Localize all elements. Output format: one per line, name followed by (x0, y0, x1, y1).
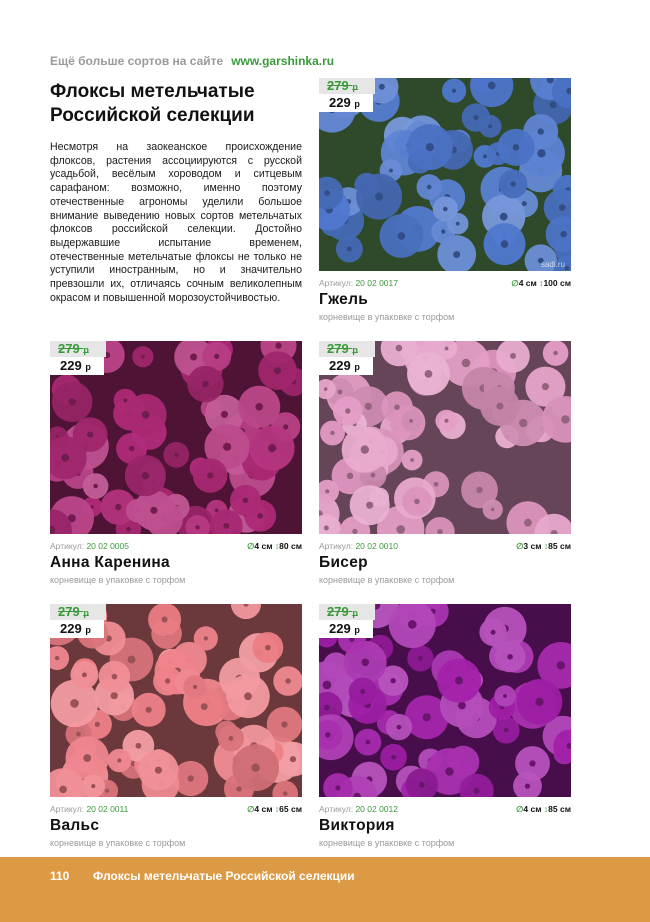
height-icon: ↕ (543, 541, 549, 551)
old-price: 279 р (319, 604, 375, 620)
flower (132, 693, 166, 727)
flower (342, 427, 388, 473)
flower (480, 386, 520, 426)
price-tag (50, 604, 106, 638)
flower (194, 626, 218, 650)
price-tag (319, 604, 375, 638)
flower (407, 645, 433, 671)
site-promo-line (50, 54, 334, 68)
new-price: 229 р (50, 620, 104, 638)
flower (386, 714, 412, 740)
flower (82, 775, 105, 798)
flower (132, 346, 153, 367)
flower (125, 394, 167, 436)
product-meta (50, 803, 302, 815)
flower (273, 666, 302, 696)
flower (462, 103, 490, 131)
flower (402, 487, 431, 516)
flower (433, 196, 458, 221)
height-icon: ↕ (539, 278, 544, 288)
flower (499, 170, 528, 199)
product-sizes: ∅4 см ↕100 см (511, 278, 571, 288)
flower (83, 473, 109, 499)
packaging-note: корневище в упаковке с торфом (319, 312, 455, 322)
product-meta (319, 803, 571, 815)
height-icon: ↕ (274, 804, 280, 814)
height-icon: ↕ (543, 804, 549, 814)
flower (380, 744, 407, 771)
flower (402, 450, 423, 471)
flower (99, 661, 131, 693)
flower (497, 129, 534, 166)
flower (258, 351, 297, 390)
article-label: Артикул: (50, 541, 85, 551)
diameter-icon: ∅ (511, 278, 519, 288)
flower (70, 661, 98, 689)
article-code: 20 02 0011 (86, 804, 129, 814)
page-footer (0, 857, 650, 922)
flower (437, 659, 481, 703)
product-sizes: ∅4 см ↕80 см (247, 541, 302, 551)
site-promo-text: Ещё больше сортов на сайте (50, 54, 224, 68)
page-title: Флоксы метельчатые Российской селекции (50, 81, 255, 126)
article-code: 20 02 0017 (355, 278, 398, 288)
flower (125, 455, 166, 496)
product-meta (319, 540, 571, 552)
page-number: 110 (50, 869, 70, 883)
new-price: 229 р (319, 620, 373, 638)
article-code: 20 02 0010 (355, 541, 398, 551)
flower (442, 79, 466, 103)
flower (232, 744, 279, 791)
height-icon: ↕ (274, 541, 280, 551)
diameter-icon: ∅ (516, 541, 524, 551)
diameter-icon: ∅ (247, 541, 255, 551)
intro-text: Несмотря на заокеанское происхождение флоксов, растения ассоциируются с русской усадьбой, весёлым хороводом и ситцевым сарафаном: возможно, именно поэтому отечественные агрономы уделили большое внимание выведению новых сортов метельчатых флоксов российской селекции. Достойно выдержавшие испытание временем, отечественные метельчатые флоксы не только не уступили иностранным, но и значительно превзошли их, отличаясь сочным великолепным окрасом и повышенной морозоустойчивостью. (50, 141, 302, 304)
flower (138, 750, 178, 790)
product-name[interactable]: Вальс (50, 817, 100, 834)
flower (479, 619, 506, 646)
diameter-icon: ∅ (516, 804, 524, 814)
new-price: 229 р (319, 94, 373, 112)
article-label: Артикул: (319, 804, 354, 814)
diameter-icon: ∅ (247, 804, 255, 814)
article-code: 20 02 0005 (86, 541, 129, 551)
flower (134, 490, 174, 530)
flower (218, 725, 244, 751)
flower (320, 421, 345, 446)
flower (250, 426, 295, 471)
flower (349, 678, 377, 706)
flower (333, 396, 363, 426)
flower (435, 410, 457, 432)
packaging-note: корневище в упаковке с торфом (50, 838, 186, 848)
flower (350, 485, 390, 525)
footer-section-title: Флоксы метельчатые Российской селекции (93, 869, 355, 883)
packaging-note: корневище в упаковке с торфом (319, 838, 455, 848)
price-tag (50, 341, 106, 375)
photo-watermark: sadi.ru (540, 260, 565, 269)
flower (238, 386, 280, 428)
flower (401, 411, 422, 432)
product-name[interactable]: Анна Каренина (50, 554, 170, 571)
product-name[interactable]: Гжель (319, 291, 369, 308)
flower (380, 214, 424, 258)
flower (193, 458, 228, 493)
packaging-note: корневище в упаковке с торфом (50, 575, 186, 585)
flower (226, 675, 270, 719)
article-label: Артикул: (50, 804, 85, 814)
old-price: 279 р (50, 341, 106, 357)
flower (252, 632, 283, 663)
flower (355, 729, 382, 756)
article-code: 20 02 0012 (355, 804, 398, 814)
flower (148, 604, 181, 636)
flower (543, 341, 569, 366)
product-meta (50, 540, 302, 552)
site-link[interactable]: www.garshinka.ru (231, 54, 335, 68)
new-price: 229 р (50, 357, 104, 375)
flower (163, 442, 189, 468)
flower (484, 223, 526, 265)
flower (356, 174, 402, 220)
flower (517, 679, 563, 725)
flower (407, 124, 453, 170)
packaging-note: корневище в упаковке с торфом (319, 575, 455, 585)
price-tag (319, 341, 375, 375)
new-price: 229 р (319, 357, 373, 375)
product-sizes: ∅3 см ↕85 см (516, 541, 571, 551)
flower (108, 749, 132, 773)
flower (183, 675, 206, 698)
flower (187, 366, 223, 402)
product-sizes: ∅4 см ↕65 см (247, 804, 302, 814)
flower (230, 485, 261, 516)
flower (417, 174, 442, 199)
flower (52, 382, 93, 423)
old-price: 279 р (50, 604, 106, 620)
price-tag (319, 78, 375, 112)
product-meta (319, 277, 571, 289)
old-price: 279 р (319, 341, 375, 357)
flower (483, 499, 503, 519)
flower (494, 685, 515, 706)
product-name[interactable]: Бисер (319, 554, 368, 571)
product-sizes: ∅4 см ↕85 см (516, 804, 571, 814)
product-name[interactable]: Виктория (319, 817, 395, 834)
article-label: Артикул: (319, 278, 354, 288)
old-price: 279 р (319, 78, 375, 94)
article-label: Артикул: (319, 541, 354, 551)
